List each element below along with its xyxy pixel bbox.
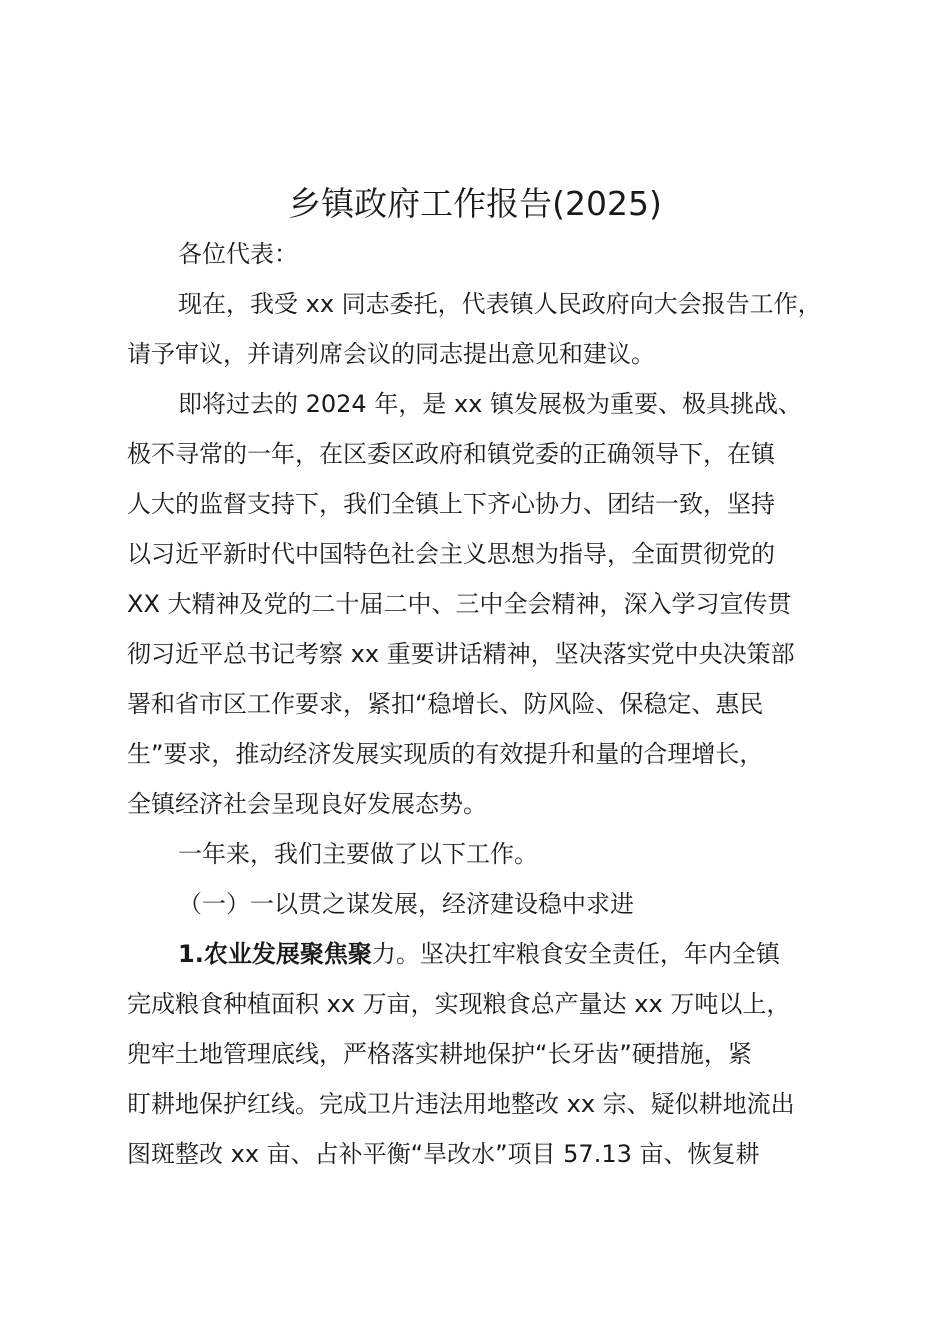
paragraph-line: 全镇经济社会呈现良好发展态势。 [127,790,487,818]
paragraph-line: 彻习近平总书记考察 xx 重要讲话精神，坚决落实党中央决策部 [127,640,795,668]
paragraph-line: 一年来，我们主要做了以下工作。 [178,840,538,868]
salutation: 各位代表： [178,240,298,268]
paragraph-line: 请予审议，并请列席会议的同志提出意见和建议。 [127,340,655,368]
paragraph-line: 兜牢土地管理底线，严格落实耕地保护“长牙齿”硬措施，紧 [127,1040,752,1068]
paragraph-line: 现在，我受 xx 同志委托，代表镇人民政府向大会报告工作， [178,290,822,318]
paragraph-line: 生”要求，推动经济发展实现质的有效提升和量的合理增长， [127,740,764,768]
paragraph-line: 即将过去的 2024 年，是 xx 镇发展极为重要、极具挑战、 [178,390,802,418]
section-heading: （一）一以贯之谋发展，经济建设稳中求进 [178,890,634,918]
paragraph-line: 盯耕地保护红线。完成卫片违法用地整改 xx 宗、疑似耕地流出 [127,1090,795,1118]
paragraph-line: 图斑整改 xx 亩、占补平衡“旱改水”项目 57.13 亩、恢复耕 [127,1140,760,1168]
paragraph-line: 完成粮食种植面积 xx 万亩，实现粮食总产量达 xx 万吨以上， [127,990,791,1018]
document-title: 乡镇政府工作报告(2025) [288,184,662,223]
paragraph-line: 署和省市区工作要求，紧扣“稳增长、防风险、保稳定、惠民 [127,690,764,718]
paragraph-line: 人大的监督支持下，我们全镇上下齐心协力、团结一致，坚持 [127,490,775,518]
paragraph-line: 极不寻常的一年，在区委区政府和镇党委的正确领导下，在镇 [127,440,775,468]
paragraph-line: 以习近平新时代中国特色社会主义思想为指导，全面贯彻党的 [127,540,775,568]
item-heading-line [178,937,780,971]
paragraph-line: XX 大精神及党的二十届二中、三中全会精神，深入学习宣传贯 [127,590,792,618]
item-heading-bold: 1.农业发展聚焦聚 [178,940,372,968]
item-heading-rest: 力。坚决扛牢粮食安全责任，年内全镇 [371,940,780,968]
